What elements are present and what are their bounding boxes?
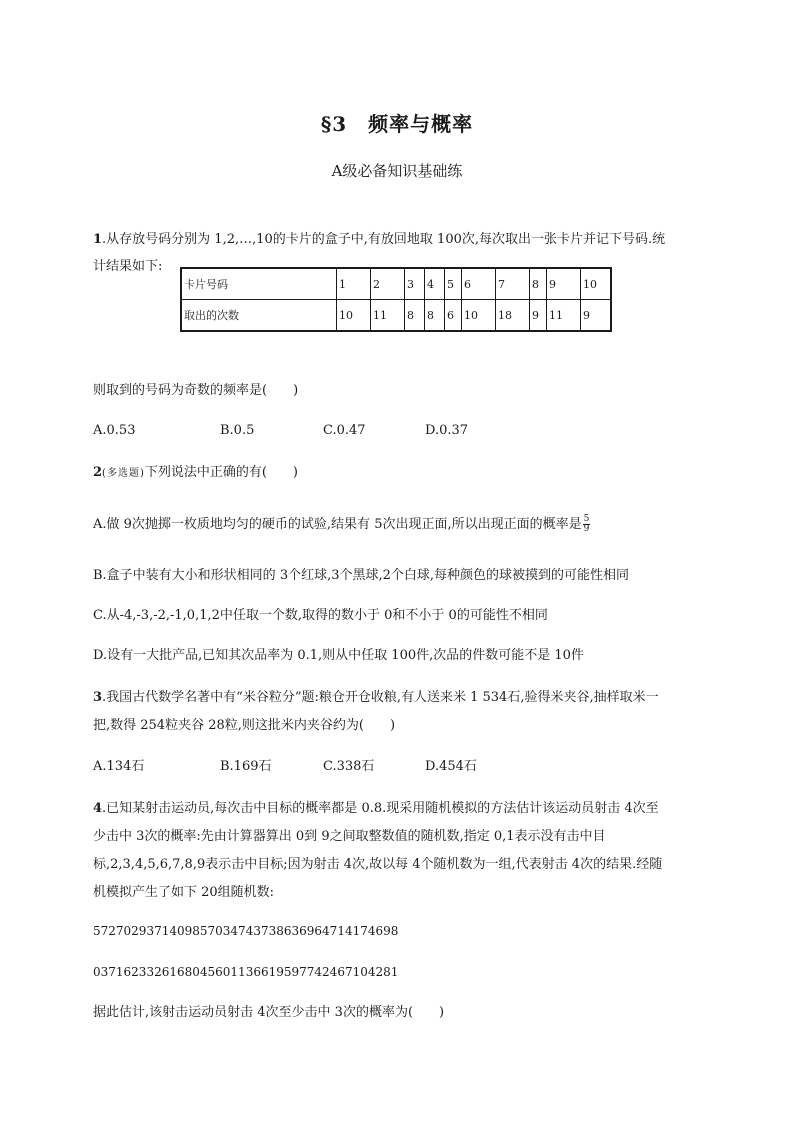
- q3-text-line1: .我国古代数学名著中有“米谷粒分”题:粮仓开仓收粮,有人送来米 1 534石,验得米夹谷,抽样取米一: [102, 690, 659, 705]
- table-cell: 18: [496, 300, 530, 332]
- q3-stem-line2: 把,数得 254粒夹谷 28粒,则这批米内夹谷约为( ): [93, 718, 396, 733]
- q4-stem-line4: 机模拟产生了如下 20组随机数:: [93, 885, 275, 900]
- table-cell: 4: [425, 268, 445, 300]
- table-cell: 11: [547, 300, 581, 332]
- option-b[interactable]: B.169石: [220, 759, 272, 774]
- section-subtitle: A级必备知识基础练: [331, 162, 463, 180]
- q2-option-a[interactable]: [93, 515, 590, 535]
- option-a[interactable]: A.0.53: [93, 423, 136, 438]
- table-cell: 5: [445, 268, 462, 300]
- random-numbers-line1: 5727029371409857034743738636964714174698: [93, 924, 399, 938]
- q2-option-d[interactable]: D.设有一大批产品,已知其次品率为 0.1,则从中任取 100件,次品的件数可能不是 10件: [93, 648, 584, 663]
- q4-question: 据此估计,该射击运动员射击 4次至少击中 3次的概率为( ): [93, 1005, 445, 1020]
- q4-stem-line1: [93, 799, 659, 819]
- table-cell: 10: [581, 268, 612, 300]
- table-cell: 9: [581, 300, 612, 332]
- table-cell: 7: [496, 268, 530, 300]
- fraction-denominator: 9: [583, 524, 590, 534]
- option-a[interactable]: A.134石: [93, 759, 145, 774]
- option-d[interactable]: D.454石: [425, 759, 477, 774]
- table-cell: 1: [337, 268, 371, 300]
- q1-stem-line2: 计结果如下:: [93, 259, 163, 274]
- q2-option-c[interactable]: C.从-4,-3,-2,-1,0,1,2中任取一个数,取得的数小于 0和不小于 0的可能性不相同: [93, 608, 548, 623]
- q4-text-line1: .已知某射击运动员,每次击中目标的概率都是 0.8.现采用随机模拟的方法估计该运动员射击 4次至: [102, 801, 659, 816]
- multi-choice-tag: (多选题): [102, 468, 145, 479]
- fraction: [583, 515, 591, 534]
- q4-number: 4: [93, 801, 103, 816]
- q2-stem-text: 下列说法中正确的有( ): [144, 465, 299, 480]
- random-numbers-line2: 0371623326168045601136619597742467104281: [93, 965, 399, 979]
- option-c[interactable]: C.0.47: [323, 423, 366, 438]
- table-cell: 10: [462, 300, 496, 332]
- table-cell: 6: [462, 268, 496, 300]
- table-cell: 3: [405, 268, 425, 300]
- fraction-numerator: 5: [583, 514, 590, 524]
- q1-options: [93, 421, 713, 441]
- q1-stem-line1: [93, 230, 665, 250]
- q1-question: 则取到的号码为奇数的频率是( ): [93, 383, 299, 398]
- option-b[interactable]: B.0.5: [220, 423, 255, 438]
- table-cell: 8: [530, 268, 547, 300]
- table-cell: 6: [445, 300, 462, 332]
- q2-number: 2: [93, 465, 103, 480]
- q2-option-b[interactable]: B.盒子中装有大小和形状相同的 3个红球,3个黑球,2个白球,每种颜色的球被摸到的可能性相同: [93, 568, 630, 583]
- q3-stem-line1: [93, 688, 659, 708]
- row-header: 取出的次数: [181, 300, 337, 332]
- q3-number: 3: [93, 690, 103, 705]
- table-cell: 10: [337, 300, 371, 332]
- option-c[interactable]: C.338石: [323, 759, 375, 774]
- table-cell: 2: [371, 268, 405, 300]
- option-d[interactable]: D.0.37: [425, 423, 469, 438]
- table-cell: 9: [530, 300, 547, 332]
- q2-stem: [93, 463, 298, 484]
- q2-option-a-text: A.做 9次抛掷一枚质地均匀的硬币的试验,结果有 5次出现正面,所以出现正面的概率是: [93, 517, 582, 532]
- table-cell: 9: [547, 268, 581, 300]
- page-title: §3 频率与概率: [320, 112, 474, 136]
- q4-stem-line3: 标,2,3,4,5,6,7,8,9表示击中目标;因为射击 4次,故以每 4个随机数为一组,代表射击 4次的结果.经随: [93, 857, 663, 872]
- table-row: [181, 268, 611, 300]
- row-header: 卡片号码: [181, 268, 337, 300]
- card-count-table: [180, 267, 612, 332]
- q4-stem-line2: 少击中 3次的概率:先由计算器算出 0到 9之间取整数值的随机数,指定 0,1表示没有击中目: [93, 829, 606, 844]
- table-row: [181, 300, 611, 332]
- table-cell: 8: [425, 300, 445, 332]
- q1-text-line1: .从存放号码分别为 1,2,…,10的卡片的盒子中,有放回地取 100次,每次取出一张卡片并记下号码.统: [102, 232, 666, 247]
- table-cell: 8: [405, 300, 425, 332]
- table-cell: 11: [371, 300, 405, 332]
- q1-number: 1: [93, 232, 103, 247]
- q3-options: [93, 757, 713, 777]
